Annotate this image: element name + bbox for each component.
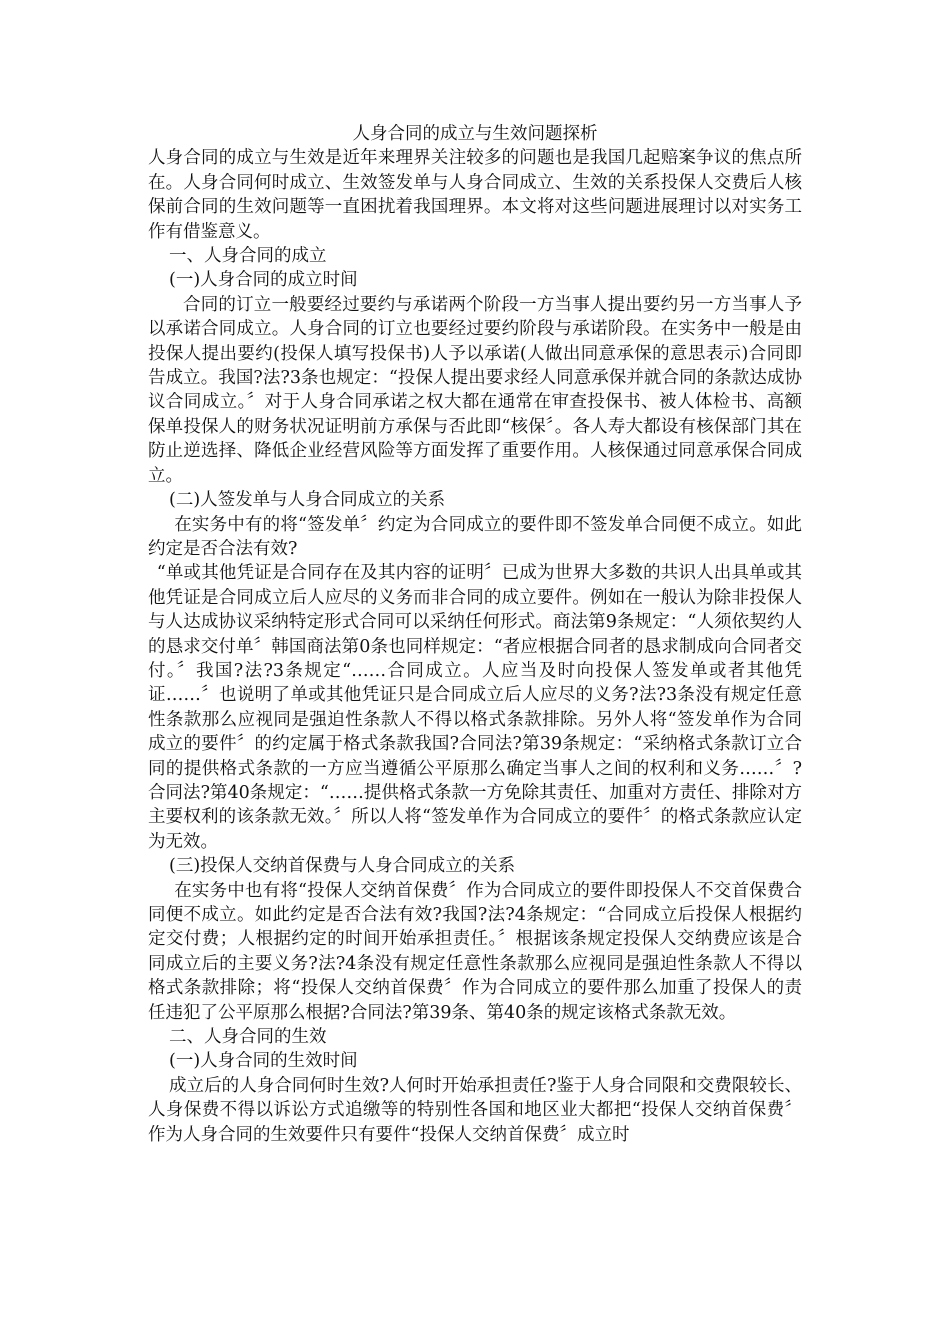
- subsection-heading-2-1: (一)人身合同的生效时间: [169, 1051, 358, 1072]
- intro-paragraph: 人身合同的成立与生效是近年来理界关注较多的问题也是我国几起赔案争议的焦点所在。人身合同何时成立、生效签发单与人身合同成立、生效的关系投保人交费后人核保前合同的生效问题等一直困扰着我国理界。本文将对这些问题进展理讨以对实务工作有借鉴意义。: [148, 148, 802, 242]
- paragraph-2: 在实务中有的将“签发单〞约定为合同成立的要件即不签发单合同便不成立。如此约定是否合法有效?: [148, 514, 802, 559]
- subsection-heading-1-3: (三)投保人交纳首保费与人身合同成立的关系: [169, 856, 516, 877]
- document-page: [148, 122, 802, 1147]
- paragraph-1: 合同的订立一般要经过要约与承诺两个阶段一方当事人提出要约另一方当事人予以承诺合同成立。人身合同的订立也要经过要约阶段与承诺阶段。在实务中一般是由投保人提出要约(投保人填写投保书)人予以承诺(人做出同意承保的意思表示)合同即告成立。我国?法?3条也规定：“投保人提出要求经人同意承保并就合同的条款达成协议合同成立。〞对于人身合同承诺之权大都在通常在审查投保书、被人体检书、高额保单投保人的财务状况证明前方承保与否此即“核保〞。各人寿大都设有核保部门其在防止逆选择、降低企业经营风险等方面发挥了重要作用。人核保通过同意承保合同成立。: [148, 294, 802, 486]
- paragraph-5: 成立后的人身合同何时生效?人何时开始承担责任?鉴于人身合同限和交费限较长、人身保费不得以诉讼方式追缴等的特别性各国和地区业大都把“投保人交纳首保费〞作为人身合同的生效要件只有要件“投保人交纳首保费〞成立时: [148, 1075, 802, 1145]
- subsection-heading-1-1: (一)人身合同的成立时间: [169, 270, 358, 291]
- document-title: 人身合同的成立与生效问题探析: [352, 124, 598, 144]
- paragraph-3: “单或其他凭证是合同存在及其内容的证明〞已成为世界大多数的共识人出具单或其他凭证是合同成立后人应尽的义务而非合同的成立要件。例如在一般认为除非投保人与人达成协议采纳特定形式合同可以采纳任何形式。商法第9条规定：“人须依契约人的恳求交付单〞韩国商法第0条也同样规定：“者应根据合同者的恳求制成向合同者交付。〞我国?法?3条规定“……合同成立。人应当及时向投保人签发单或者其他凭证……〞也说明了单或其他凭证只是合同成立后人应尽的义务?法?3条没有规定任意性条款那么应视同是强迫性条款人不得以格式条款排除。另外人将“签发单作为合同成立的要件〞的约定属于格式条款我国?合同法?第39条规定：“采纳格式条款订立合同的提供格式条款的一方应当遵循公平原那么确定当事人之间的权利和义务……〞?合同法?第40条规定：“……提供格式条款一方免除其责任、加重对方责任、排除对方主要权利的该条款无效。〞所以人将“签发单作为合同成立的要件〞的格式条款应认定为无效。: [148, 563, 802, 852]
- subsection-heading-1-2: (二)人签发单与人身合同成立的关系: [169, 490, 446, 511]
- paragraph-4: 在实务中也有将“投保人交纳首保费〞作为合同成立的要件即投保人不交首保费合同便不成立。如此约定是否合法有效?我国?法?4条规定：“合同成立后投保人根据约定交付费；人根据约定的时间开始承担责任。〞根据该条规定投保人交纳费应该是合同成立后的主要义务?法?4条没有规定任意性条款那么应视同是强迫性条款人不得以格式条款排除；将“投保人交纳首保费〞作为合同成立的要件那么加重了投保人的责任违犯了公平原那么根据?合同法?第39条、第40条的规定该格式条款无效。: [148, 880, 802, 1023]
- section-heading-2: 二、人身合同的生效: [169, 1027, 327, 1048]
- section-heading-1: 一、人身合同的成立: [169, 246, 327, 267]
